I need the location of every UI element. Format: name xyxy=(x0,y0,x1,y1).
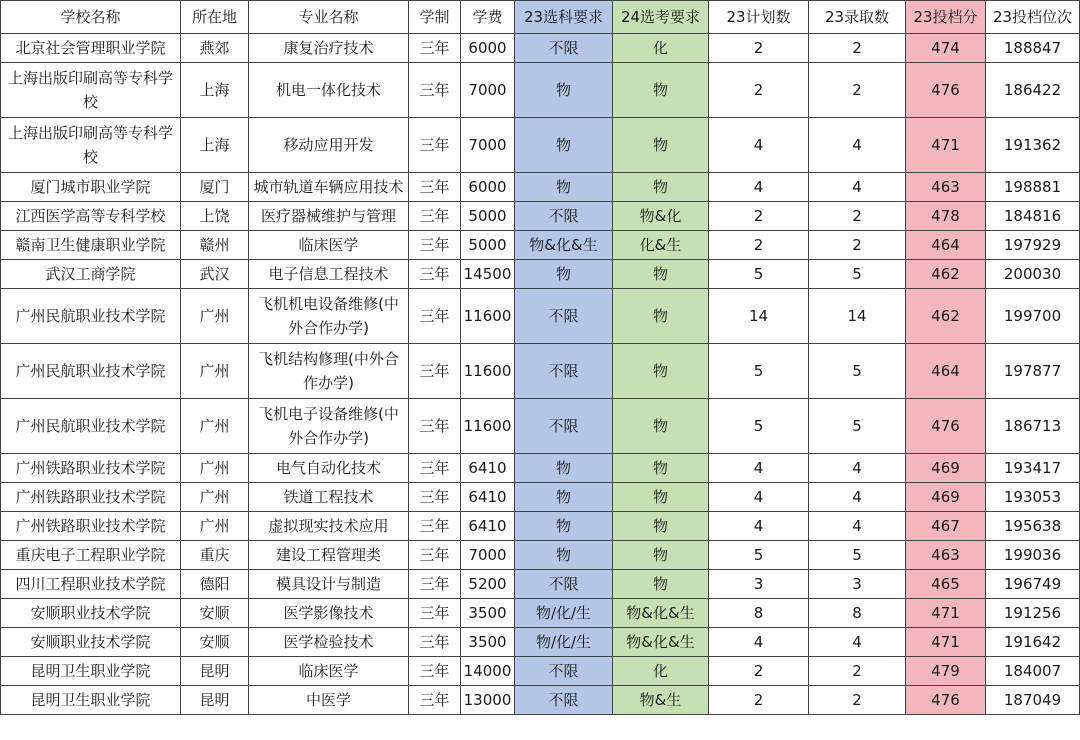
cell-rank-2023: 197929 xyxy=(986,231,1080,260)
cell-admitted-2023: 4 xyxy=(809,512,906,541)
cell-rank-2023: 200030 xyxy=(986,260,1080,289)
cell-score-2023: 469 xyxy=(906,454,986,483)
cell-duration: 三年 xyxy=(409,541,461,570)
cell-duration: 三年 xyxy=(409,686,461,715)
cell-subject-req-2024: 物 xyxy=(613,483,709,512)
cell-score-2023: 476 xyxy=(906,399,986,454)
cell-rank-2023: 193417 xyxy=(986,454,1080,483)
cell-subject-req-2024: 物 xyxy=(613,570,709,599)
cell-duration: 三年 xyxy=(409,260,461,289)
cell-plan-2023: 2 xyxy=(709,231,809,260)
table-row xyxy=(1,628,1080,657)
cell-rank-2023: 199036 xyxy=(986,541,1080,570)
cell-rank-2023: 191642 xyxy=(986,628,1080,657)
cell-score-2023: 469 xyxy=(906,483,986,512)
cell-score-2023: 464 xyxy=(906,344,986,399)
cell-score-2023: 476 xyxy=(906,63,986,118)
cell-major: 铁道工程技术 xyxy=(249,483,409,512)
cell-location: 厦门 xyxy=(181,173,249,202)
cell-subject-req-2024: 物&化&生 xyxy=(613,628,709,657)
cell-school: 广州铁路职业技术学院 xyxy=(1,483,181,512)
cell-location: 广州 xyxy=(181,512,249,541)
cell-tuition: 7000 xyxy=(461,63,515,118)
cell-plan-2023: 14 xyxy=(709,289,809,344)
cell-duration: 三年 xyxy=(409,173,461,202)
cell-tuition: 7000 xyxy=(461,118,515,173)
cell-admitted-2023: 2 xyxy=(809,231,906,260)
cell-major: 建设工程管理类 xyxy=(249,541,409,570)
table-row xyxy=(1,454,1080,483)
cell-subject-req-2024: 化 xyxy=(613,657,709,686)
cell-rank-2023: 198881 xyxy=(986,173,1080,202)
cell-tuition: 6410 xyxy=(461,454,515,483)
cell-major: 移动应用开发 xyxy=(249,118,409,173)
cell-tuition: 6410 xyxy=(461,483,515,512)
cell-rank-2023: 184007 xyxy=(986,657,1080,686)
cell-duration: 三年 xyxy=(409,202,461,231)
cell-duration: 三年 xyxy=(409,628,461,657)
cell-score-2023: 471 xyxy=(906,628,986,657)
cell-major: 电气自动化技术 xyxy=(249,454,409,483)
cell-tuition: 6000 xyxy=(461,173,515,202)
cell-duration: 三年 xyxy=(409,483,461,512)
cell-subject-req-2023: 物 xyxy=(515,173,613,202)
header-major: 专业名称 xyxy=(249,1,409,34)
cell-admitted-2023: 3 xyxy=(809,570,906,599)
cell-tuition: 11600 xyxy=(461,289,515,344)
header-2023-subject-req: 23选科要求 xyxy=(515,1,613,34)
cell-tuition: 6410 xyxy=(461,512,515,541)
cell-major: 模具设计与制造 xyxy=(249,570,409,599)
header-row xyxy=(1,1,1080,34)
header-school: 学校名称 xyxy=(1,1,181,34)
cell-location: 昆明 xyxy=(181,657,249,686)
cell-duration: 三年 xyxy=(409,344,461,399)
table-row xyxy=(1,599,1080,628)
cell-subject-req-2024: 物&化&生 xyxy=(613,599,709,628)
cell-subject-req-2024: 物 xyxy=(613,173,709,202)
cell-plan-2023: 8 xyxy=(709,599,809,628)
cell-plan-2023: 4 xyxy=(709,512,809,541)
cell-subject-req-2023: 物/化/生 xyxy=(515,628,613,657)
cell-subject-req-2024: 物 xyxy=(613,344,709,399)
cell-subject-req-2024: 物 xyxy=(613,63,709,118)
cell-school: 安顺职业技术学院 xyxy=(1,599,181,628)
header-2024-subject-req: 24选考要求 xyxy=(613,1,709,34)
cell-score-2023: 463 xyxy=(906,541,986,570)
cell-score-2023: 478 xyxy=(906,202,986,231)
cell-tuition: 11600 xyxy=(461,399,515,454)
table-row xyxy=(1,570,1080,599)
table-row xyxy=(1,118,1080,173)
header-2023-rank: 23投档位次 xyxy=(986,1,1080,34)
cell-duration: 三年 xyxy=(409,570,461,599)
cell-subject-req-2023: 物 xyxy=(515,541,613,570)
cell-rank-2023: 187049 xyxy=(986,686,1080,715)
cell-plan-2023: 4 xyxy=(709,483,809,512)
cell-tuition: 13000 xyxy=(461,686,515,715)
cell-subject-req-2024: 物&化 xyxy=(613,202,709,231)
cell-score-2023: 474 xyxy=(906,34,986,63)
table-row xyxy=(1,344,1080,399)
cell-major: 医学影像技术 xyxy=(249,599,409,628)
cell-plan-2023: 2 xyxy=(709,686,809,715)
cell-school: 上海出版印刷高等专科学校 xyxy=(1,118,181,173)
cell-school: 四川工程职业技术学院 xyxy=(1,570,181,599)
cell-school: 重庆电子工程职业学院 xyxy=(1,541,181,570)
cell-subject-req-2024: 化&生 xyxy=(613,231,709,260)
cell-school: 广州铁路职业技术学院 xyxy=(1,512,181,541)
cell-plan-2023: 5 xyxy=(709,399,809,454)
cell-school: 广州民航职业技术学院 xyxy=(1,289,181,344)
cell-school: 昆明卫生职业学院 xyxy=(1,686,181,715)
header-duration: 学制 xyxy=(409,1,461,34)
cell-plan-2023: 2 xyxy=(709,34,809,63)
header-location: 所在地 xyxy=(181,1,249,34)
cell-subject-req-2023: 不限 xyxy=(515,657,613,686)
cell-tuition: 5000 xyxy=(461,202,515,231)
cell-school: 武汉工商学院 xyxy=(1,260,181,289)
cell-subject-req-2023: 物/化/生 xyxy=(515,599,613,628)
cell-major: 临床医学 xyxy=(249,231,409,260)
cell-major: 中医学 xyxy=(249,686,409,715)
cell-rank-2023: 199700 xyxy=(986,289,1080,344)
table-row xyxy=(1,483,1080,512)
cell-admitted-2023: 2 xyxy=(809,202,906,231)
cell-plan-2023: 4 xyxy=(709,173,809,202)
cell-score-2023: 479 xyxy=(906,657,986,686)
cell-plan-2023: 4 xyxy=(709,628,809,657)
cell-location: 广州 xyxy=(181,289,249,344)
header-2023-score: 23投档分 xyxy=(906,1,986,34)
cell-admitted-2023: 4 xyxy=(809,118,906,173)
cell-admitted-2023: 5 xyxy=(809,260,906,289)
cell-school: 广州铁路职业技术学院 xyxy=(1,454,181,483)
cell-subject-req-2024: 化 xyxy=(613,34,709,63)
cell-rank-2023: 191362 xyxy=(986,118,1080,173)
cell-location: 重庆 xyxy=(181,541,249,570)
cell-subject-req-2023: 物 xyxy=(515,454,613,483)
cell-subject-req-2024: 物 xyxy=(613,260,709,289)
header-tuition: 学费 xyxy=(461,1,515,34)
cell-plan-2023: 3 xyxy=(709,570,809,599)
cell-subject-req-2023: 不限 xyxy=(515,399,613,454)
cell-plan-2023: 2 xyxy=(709,202,809,231)
table-row xyxy=(1,34,1080,63)
cell-admitted-2023: 4 xyxy=(809,173,906,202)
cell-tuition: 7000 xyxy=(461,541,515,570)
cell-rank-2023: 196749 xyxy=(986,570,1080,599)
cell-location: 武汉 xyxy=(181,260,249,289)
cell-location: 昆明 xyxy=(181,686,249,715)
cell-tuition: 11600 xyxy=(461,344,515,399)
cell-subject-req-2024: 物 xyxy=(613,512,709,541)
cell-tuition: 5200 xyxy=(461,570,515,599)
cell-major: 临床医学 xyxy=(249,657,409,686)
table-row xyxy=(1,231,1080,260)
cell-score-2023: 467 xyxy=(906,512,986,541)
cell-school: 广州民航职业技术学院 xyxy=(1,344,181,399)
table-row xyxy=(1,260,1080,289)
table-row xyxy=(1,202,1080,231)
cell-location: 赣州 xyxy=(181,231,249,260)
cell-admitted-2023: 5 xyxy=(809,399,906,454)
cell-subject-req-2023: 不限 xyxy=(515,686,613,715)
cell-subject-req-2023: 物 xyxy=(515,483,613,512)
cell-location: 广州 xyxy=(181,454,249,483)
cell-plan-2023: 4 xyxy=(709,118,809,173)
cell-admitted-2023: 2 xyxy=(809,63,906,118)
cell-rank-2023: 197877 xyxy=(986,344,1080,399)
table-row xyxy=(1,512,1080,541)
cell-location: 广州 xyxy=(181,344,249,399)
cell-rank-2023: 184816 xyxy=(986,202,1080,231)
cell-score-2023: 464 xyxy=(906,231,986,260)
header-2023-plan: 23计划数 xyxy=(709,1,809,34)
table-row xyxy=(1,399,1080,454)
cell-subject-req-2023: 物 xyxy=(515,63,613,118)
cell-score-2023: 471 xyxy=(906,118,986,173)
cell-admitted-2023: 5 xyxy=(809,541,906,570)
table-row xyxy=(1,541,1080,570)
cell-location: 广州 xyxy=(181,399,249,454)
cell-admitted-2023: 2 xyxy=(809,657,906,686)
cell-rank-2023: 193053 xyxy=(986,483,1080,512)
cell-duration: 三年 xyxy=(409,34,461,63)
cell-subject-req-2023: 物&化&生 xyxy=(515,231,613,260)
cell-location: 燕郊 xyxy=(181,34,249,63)
cell-score-2023: 465 xyxy=(906,570,986,599)
cell-location: 上海 xyxy=(181,63,249,118)
cell-location: 德阳 xyxy=(181,570,249,599)
cell-admitted-2023: 4 xyxy=(809,454,906,483)
cell-major: 康复治疗技术 xyxy=(249,34,409,63)
cell-tuition: 6000 xyxy=(461,34,515,63)
table-row xyxy=(1,657,1080,686)
cell-plan-2023: 2 xyxy=(709,63,809,118)
cell-school: 赣南卫生健康职业学院 xyxy=(1,231,181,260)
cell-subject-req-2023: 物 xyxy=(515,118,613,173)
cell-admitted-2023: 2 xyxy=(809,686,906,715)
cell-school: 江西医学高等专科学校 xyxy=(1,202,181,231)
cell-school: 广州民航职业技术学院 xyxy=(1,399,181,454)
cell-location: 广州 xyxy=(181,483,249,512)
cell-major: 电子信息工程技术 xyxy=(249,260,409,289)
cell-subject-req-2024: 物 xyxy=(613,289,709,344)
cell-duration: 三年 xyxy=(409,657,461,686)
cell-duration: 三年 xyxy=(409,63,461,118)
cell-school: 厦门城市职业学院 xyxy=(1,173,181,202)
cell-duration: 三年 xyxy=(409,512,461,541)
cell-school: 安顺职业技术学院 xyxy=(1,628,181,657)
cell-rank-2023: 186422 xyxy=(986,63,1080,118)
cell-school: 北京社会管理职业学院 xyxy=(1,34,181,63)
cell-major: 飞机电子设备维修(中外合作办学) xyxy=(249,399,409,454)
cell-rank-2023: 195638 xyxy=(986,512,1080,541)
cell-duration: 三年 xyxy=(409,289,461,344)
cell-plan-2023: 4 xyxy=(709,454,809,483)
cell-duration: 三年 xyxy=(409,454,461,483)
cell-major: 城市轨道车辆应用技术 xyxy=(249,173,409,202)
cell-subject-req-2023: 不限 xyxy=(515,570,613,599)
cell-score-2023: 462 xyxy=(906,289,986,344)
cell-subject-req-2024: 物 xyxy=(613,118,709,173)
cell-major: 医学检验技术 xyxy=(249,628,409,657)
cell-subject-req-2024: 物 xyxy=(613,454,709,483)
cell-score-2023: 476 xyxy=(906,686,986,715)
cell-duration: 三年 xyxy=(409,231,461,260)
cell-plan-2023: 5 xyxy=(709,260,809,289)
cell-major: 飞机机电设备维修(中外合作办学) xyxy=(249,289,409,344)
cell-subject-req-2023: 不限 xyxy=(515,34,613,63)
cell-score-2023: 463 xyxy=(906,173,986,202)
cell-tuition: 3500 xyxy=(461,628,515,657)
cell-plan-2023: 5 xyxy=(709,541,809,570)
table-row xyxy=(1,63,1080,118)
cell-rank-2023: 186713 xyxy=(986,399,1080,454)
cell-rank-2023: 191256 xyxy=(986,599,1080,628)
cell-plan-2023: 2 xyxy=(709,657,809,686)
table-row xyxy=(1,686,1080,715)
cell-admitted-2023: 4 xyxy=(809,483,906,512)
cell-subject-req-2024: 物&生 xyxy=(613,686,709,715)
header-2023-admitted: 23录取数 xyxy=(809,1,906,34)
cell-school: 昆明卫生职业学院 xyxy=(1,657,181,686)
cell-location: 安顺 xyxy=(181,599,249,628)
cell-duration: 三年 xyxy=(409,599,461,628)
cell-rank-2023: 188847 xyxy=(986,34,1080,63)
cell-admitted-2023: 5 xyxy=(809,344,906,399)
cell-plan-2023: 5 xyxy=(709,344,809,399)
cell-score-2023: 471 xyxy=(906,599,986,628)
cell-admitted-2023: 2 xyxy=(809,34,906,63)
cell-tuition: 3500 xyxy=(461,599,515,628)
cell-location: 安顺 xyxy=(181,628,249,657)
cell-duration: 三年 xyxy=(409,118,461,173)
table-row xyxy=(1,173,1080,202)
cell-subject-req-2023: 不限 xyxy=(515,289,613,344)
cell-subject-req-2023: 物 xyxy=(515,512,613,541)
cell-score-2023: 462 xyxy=(906,260,986,289)
cell-tuition: 14500 xyxy=(461,260,515,289)
cell-tuition: 5000 xyxy=(461,231,515,260)
cell-subject-req-2023: 不限 xyxy=(515,344,613,399)
cell-major: 飞机结构修理(中外合作办学) xyxy=(249,344,409,399)
cell-tuition: 14000 xyxy=(461,657,515,686)
cell-subject-req-2023: 物 xyxy=(515,260,613,289)
cell-admitted-2023: 4 xyxy=(809,628,906,657)
cell-duration: 三年 xyxy=(409,399,461,454)
cell-subject-req-2024: 物 xyxy=(613,541,709,570)
cell-location: 上海 xyxy=(181,118,249,173)
cell-location: 上饶 xyxy=(181,202,249,231)
cell-major: 医疗器械维护与管理 xyxy=(249,202,409,231)
cell-admitted-2023: 14 xyxy=(809,289,906,344)
cell-admitted-2023: 8 xyxy=(809,599,906,628)
cell-major: 机电一体化技术 xyxy=(249,63,409,118)
table-row xyxy=(1,289,1080,344)
cell-subject-req-2024: 物 xyxy=(613,399,709,454)
cell-major: 虚拟现实技术应用 xyxy=(249,512,409,541)
table-body xyxy=(1,34,1080,715)
cell-school: 上海出版印刷高等专科学校 xyxy=(1,63,181,118)
cell-subject-req-2023: 不限 xyxy=(515,202,613,231)
